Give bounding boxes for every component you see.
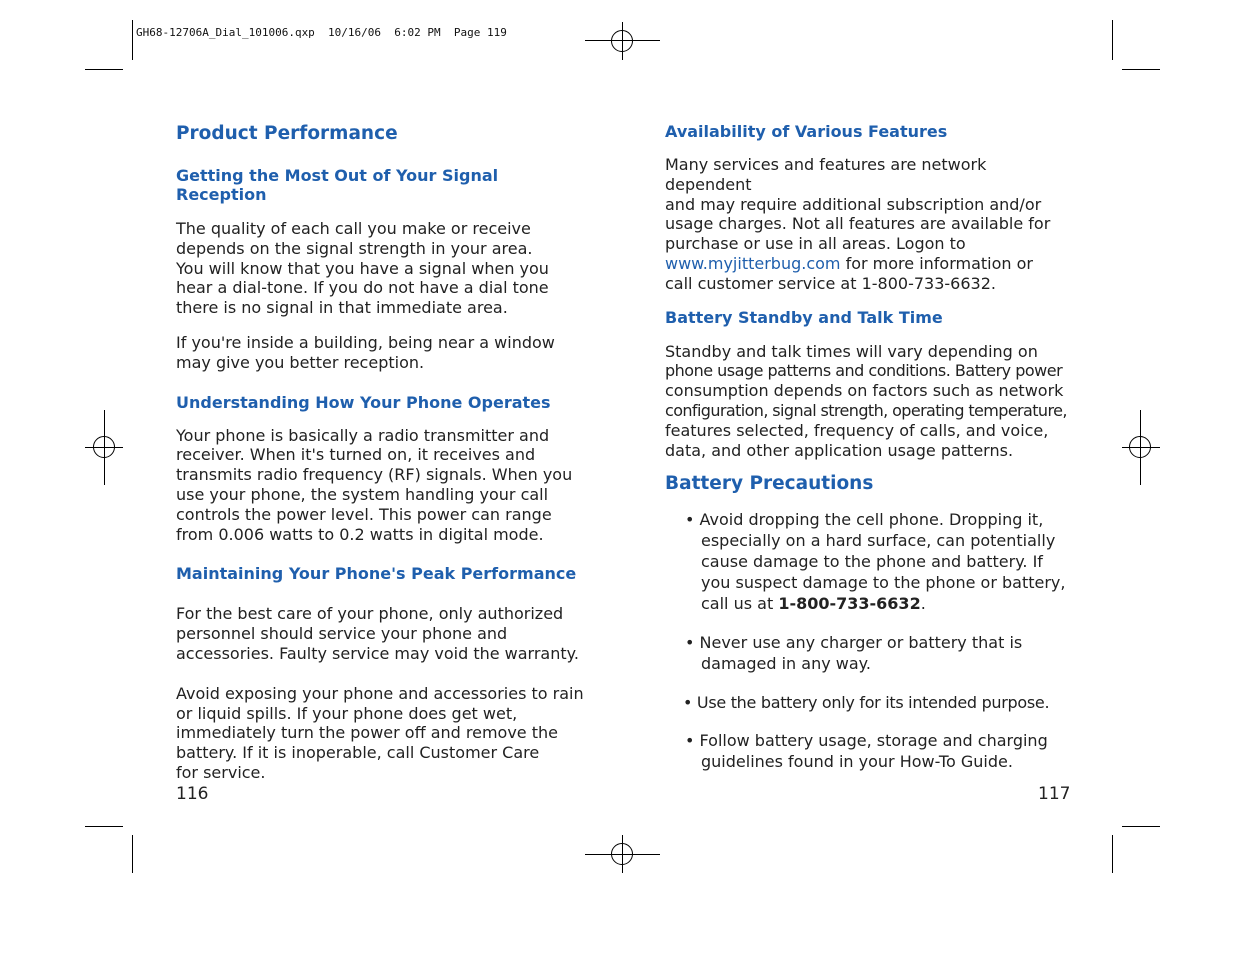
crop-mark xyxy=(132,835,133,873)
paragraph-authorized-service: For the best care of your phone, only authorized personnel should service your phone and accessories. Faulty service may void the warranty. xyxy=(176,604,579,663)
heading-phone-operates: Understanding How Your Phone Operates xyxy=(176,392,551,412)
list-item: • Never use any charger or battery that is damaged in any way. xyxy=(685,633,1023,674)
left-page xyxy=(176,118,586,783)
page-number-left: 116 xyxy=(176,784,209,804)
crop-mark xyxy=(1112,835,1113,873)
crop-mark xyxy=(1122,826,1160,827)
paragraph-inside-building: If you're inside a building, being near a window may give you better reception. xyxy=(176,332,555,372)
heading-availability-features: Availability of Various Features xyxy=(665,122,948,141)
crop-mark xyxy=(132,20,133,60)
crop-mark xyxy=(85,826,123,827)
paragraph-avoid-liquid: Avoid exposing your phone and accessories to rain or liquid spills. If your phone does get wet, immediately turn the power off and remove the battery. If it is inoperable, call Customer Care for service. xyxy=(176,683,584,782)
page-number-right: 117 xyxy=(1038,784,1071,804)
heading-standby-talk-time: Battery Standby and Talk Time xyxy=(665,307,943,327)
crop-mark xyxy=(85,69,123,70)
heading-signal-reception: Getting the Most Out of Your Signal Reception xyxy=(176,166,499,204)
list-item: • Avoid dropping the cell phone. Dropping it, especially on a hard surface, can potentially cause damage to the phone and battery. If you suspect damage to the phone or battery, call us at 1-800-733-6632. xyxy=(685,510,1066,614)
heading-peak-performance: Maintaining Your Phone's Peak Performance xyxy=(176,564,577,584)
right-page xyxy=(665,118,1075,772)
paragraph-signal-quality: The quality of each call you make or receive depends on the signal strength in your area. You will know that you have a signal when you hear a dial-tone. If you do not have a dial tone there is no signal in that immediate area. xyxy=(176,219,549,318)
support-phone-number: 1-800-733-6632 xyxy=(778,594,921,614)
crop-mark xyxy=(1112,20,1113,60)
paragraph-availability: Many services and features are network dependent and may require additional subscription and/or usage charges. Not all features are available for purchase or use in all areas. Logon to www.myjitterbug.com for more information or call customer service at 1-800-733-6632. xyxy=(665,155,1051,293)
paragraph-radio-transmitter: Your phone is basically a radio transmitter and receiver. When it's turned on, it receives and transmits radio frequency (RF) signals. When you use your phone, the system handling your call controls the power level. This power can range from 0.006 watts to 0.2 watts in digital mode. xyxy=(176,425,573,544)
list-item: • Follow battery usage, storage and charging guidelines found in your How-To Guide. xyxy=(685,731,1048,772)
battery-precautions-list xyxy=(665,509,1075,772)
website-link[interactable]: www.myjitterbug.com xyxy=(665,253,841,273)
crop-mark xyxy=(1122,69,1160,70)
paragraph-standby-talk: Standby and talk times will vary depending on phone usage patterns and conditions. Battery power consumption depends on factors such as network configuration, signal strength, operating temperature, features selected, frequency of calls, and voice, data, and other application usage patterns. xyxy=(665,341,1067,460)
section-title-product-performance: Product Performance xyxy=(176,123,398,144)
list-item: • Use the battery only for its intended purpose. xyxy=(683,693,1050,713)
section-title-battery-precautions: Battery Precautions xyxy=(665,473,874,495)
printer-slug: GH68-12706A_Dial_101006.qxp 10/16/06 6:02 PM Page 119 xyxy=(136,26,507,39)
